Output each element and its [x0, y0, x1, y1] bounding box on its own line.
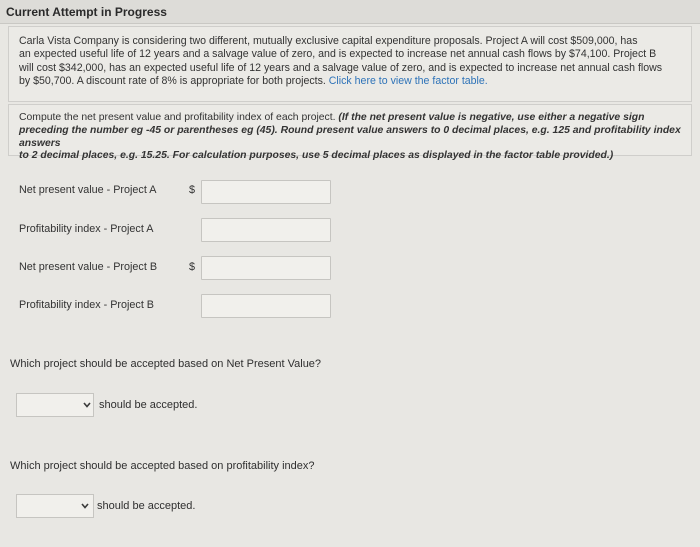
npv-question: Which project should be accepted based on Net Present Value? — [10, 358, 322, 370]
instructions-lead: Compute the net present value and profitability index of each project. — [19, 112, 336, 123]
currency-symbol: $ — [189, 261, 196, 273]
page-title: Current Attempt in Progress — [0, 0, 700, 24]
npv-answer-suffix: should be accepted. — [99, 399, 198, 411]
npv-project-b-input[interactable] — [201, 256, 331, 280]
problem-statement — [8, 26, 692, 102]
currency-symbol: $ — [189, 184, 196, 196]
factor-table-link[interactable]: Click here to view the factor table. — [328, 75, 488, 88]
chevron-down-icon[interactable] — [82, 400, 92, 410]
instructions-line: preceding the number eg -45 or parentheses eg (45). Round present value answers to 0 decimal places, e.g. 125 and profitability index answers — [19, 124, 681, 149]
pi-project-b-label: Profitability index - Project B — [19, 299, 155, 311]
problem-line-text: by $50,700. A discount rate of 8% is appropriate for both projects. — [19, 75, 329, 88]
instructions-emphasis: (If the net present value is negative, use either a negative sign — [335, 112, 645, 123]
problem-line: will cost $342,000, has an expected useful life of 12 years and a salvage value of zero, and is expected to increase net annual cash flows — [19, 61, 663, 74]
problem-line — [19, 75, 681, 88]
instructions-line — [19, 112, 681, 125]
npv-project-a-label: Net present value - Project A — [19, 184, 157, 196]
npv-project-a-input[interactable] — [201, 180, 331, 204]
pi-project-b-input[interactable] — [201, 294, 331, 318]
problem-line: an expected useful life of 12 years and a salvage value of zero, and is expected to increase net annual cash flows by $74,100. Project B — [19, 48, 657, 61]
npv-project-b-label: Net present value - Project B — [19, 261, 158, 273]
pi-project-a-label: Profitability index - Project A — [19, 223, 154, 235]
instructions-line: to 2 decimal places, e.g. 15.25. For calculation purposes, use 5 decimal places as displayed in the factor table provided.) — [19, 150, 614, 162]
instructions — [8, 104, 692, 162]
pi-answer-suffix: should be accepted. — [97, 500, 196, 512]
pi-project-a-input[interactable] — [201, 218, 331, 242]
chevron-down-icon[interactable] — [80, 501, 90, 511]
pi-question: Which project should be accepted based on profitability index? — [10, 460, 315, 472]
problem-line: Carla Vista Company is considering two different, mutually exclusive capital expenditure proposals. Project A will cost $509,000, has — [19, 35, 638, 47]
